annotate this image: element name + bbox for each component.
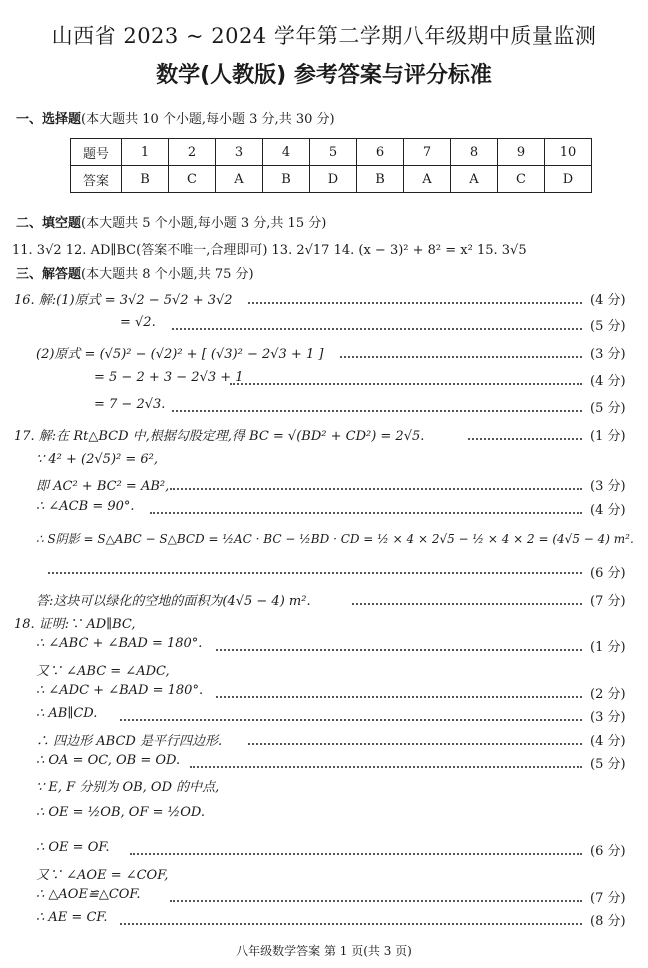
section2-heading: 二、填空题	[16, 216, 82, 231]
score-label: (1 分)	[590, 429, 626, 444]
section3-note: (本大题共 8 个小题,共 75 分)	[81, 267, 254, 282]
dot-leader	[248, 743, 582, 745]
score-label: (5 分)	[590, 401, 626, 416]
score-label: (2 分)	[590, 687, 626, 702]
solution-line: ∴ OE = OF.	[36, 840, 110, 855]
solution-line: 又∵ ∠AOE = ∠COF,	[36, 868, 169, 883]
dot-leader	[216, 696, 582, 698]
table-cell: 10	[545, 139, 592, 166]
solution-line: ∴ OA = OC, OB = OD.	[36, 753, 181, 768]
table-row-questions	[71, 139, 592, 166]
table-cell: A	[216, 166, 263, 193]
solution-line: ∴ ∠ACB = 90°.	[36, 499, 135, 514]
table-cell: C	[169, 166, 216, 193]
score-label: (7 分)	[590, 594, 626, 609]
table-cell: B	[122, 166, 169, 193]
solution-line: ∴ ∠ADC + ∠BAD = 180°.	[36, 683, 204, 698]
section2-heading-row	[16, 212, 326, 231]
solution-line: ∴ AE = CF.	[36, 910, 108, 925]
solution-line: = 7 − 2√3.	[94, 397, 166, 412]
table-cell: 1	[122, 139, 169, 166]
score-label: (7 分)	[590, 891, 626, 906]
solution-line: 又∵ ∠ABC = ∠ADC,	[36, 664, 170, 679]
dot-leader	[230, 383, 582, 385]
table-cell: B	[357, 166, 404, 193]
score-label: (6 分)	[590, 566, 626, 581]
score-label: (1 分)	[590, 640, 626, 655]
score-label: (3 分)	[590, 479, 626, 494]
fill-in-answers: 11. 3√2 12. AD∥BC(答案不唯一,合理即可) 13. 2√17 14. (x − 3)² + 8² = x² 15. 3√5	[12, 243, 527, 258]
dot-leader	[248, 302, 582, 304]
table-cell: 7	[404, 139, 451, 166]
table-cell: 2	[169, 139, 216, 166]
solution-line: 18. 证明:∵ AD∥BC,	[14, 617, 136, 632]
score-label: (8 分)	[590, 914, 626, 929]
dot-leader	[172, 328, 582, 330]
score-label: (3 分)	[590, 347, 626, 362]
table-cell: A	[451, 166, 498, 193]
section2-note: (本大题共 5 个小题,每小题 3 分,共 15 分)	[81, 216, 327, 231]
table-cell: B	[263, 166, 310, 193]
score-label: (4 分)	[590, 293, 626, 308]
section1-heading: 一、选择题	[16, 112, 82, 127]
section1-heading-row	[16, 108, 335, 127]
score-label: (4 分)	[590, 503, 626, 518]
dot-leader	[150, 512, 582, 514]
table-cell: D	[310, 166, 357, 193]
table-cell: 6	[357, 139, 404, 166]
dot-leader	[120, 923, 582, 925]
section3-heading: 三、解答题	[16, 267, 82, 282]
solution-line: ∴ ∠ABC + ∠BAD = 180°.	[36, 636, 203, 651]
document-title: 山西省 2023 ~ 2024 学年第二学期八年级期中质量监测	[51, 24, 597, 48]
table-cell: 5	[310, 139, 357, 166]
dot-leader	[352, 603, 582, 605]
dot-leader	[130, 853, 582, 855]
solution-line-area: ∴ S阴影 = S△ABC − S△BCD = ½AC · BC − ½BD · CD = ½ × 4 × 2√5 − ½ × 4 × 2 = (4√5 − 4) m².	[36, 532, 634, 546]
score-label: (4 分)	[590, 374, 626, 389]
table-cell: C	[498, 166, 545, 193]
table-header-answer: 答案	[71, 166, 122, 193]
page-footer: 八年级数学答案 第 1 页(共 3 页)	[236, 944, 412, 958]
section1-note: (本大题共 10 个小题,每小题 3 分,共 30 分)	[81, 112, 335, 127]
dot-leader	[468, 438, 582, 440]
dot-leader	[190, 766, 582, 768]
dot-leader	[172, 410, 582, 412]
dot-leader	[340, 356, 582, 358]
dot-leader	[170, 900, 582, 902]
solution-line: = √2.	[120, 315, 156, 330]
table-cell: D	[545, 166, 592, 193]
table-cell: 3	[216, 139, 263, 166]
dot-leader	[120, 719, 582, 721]
solution-line: 16. 解:(1)原式 = 3√2 − 5√2 + 3√2	[14, 293, 233, 308]
score-label: (3 分)	[590, 710, 626, 725]
solution-line: ∴ OE = ½OB, OF = ½OD.	[36, 805, 205, 820]
table-cell: 8	[451, 139, 498, 166]
table-cell: A	[404, 166, 451, 193]
table-header-question: 题号	[71, 139, 122, 166]
answer-table	[70, 138, 592, 193]
table-cell: 9	[498, 139, 545, 166]
table-row-answers	[71, 166, 592, 193]
score-label: (5 分)	[590, 319, 626, 334]
solution-line: 即 AC² + BC² = AB²,	[36, 479, 170, 494]
table-cell: 4	[263, 139, 310, 166]
solution-line: ∴ AB∥CD.	[36, 706, 98, 721]
solution-line: ∵ 4² + (2√5)² = 6²,	[36, 452, 158, 467]
solution-line: ∴ 四边形 ABCD 是平行四边形.	[36, 734, 223, 749]
solution-line: = 5 − 2 + 3 − 2√3 + 1	[94, 370, 244, 385]
solution-line: 17. 解:在 Rt△BCD 中,根据勾股定理,得 BC = √(BD² + CD²) = 2√5.	[14, 429, 425, 444]
score-label: (4 分)	[590, 734, 626, 749]
solution-line: ∴ △AOE≌△COF.	[36, 887, 141, 902]
document-subtitle: 数学(人教版) 参考答案与评分标准	[156, 63, 492, 88]
score-label: (6 分)	[590, 844, 626, 859]
dot-leader	[216, 649, 582, 651]
solution-line: 答:这块可以绿化的空地的面积为(4√5 − 4) m².	[36, 594, 311, 609]
solution-line: (2)原式 = (√5)² − (√2)² + [ (√3)² − 2√3 + 1 ]	[36, 347, 324, 362]
section3-heading-row	[16, 263, 254, 282]
score-label: (5 分)	[590, 757, 626, 772]
dot-leader	[170, 488, 582, 490]
solution-line: ∵ E, F 分别为 OB, OD 的中点,	[36, 780, 220, 795]
dot-leader	[48, 572, 582, 574]
